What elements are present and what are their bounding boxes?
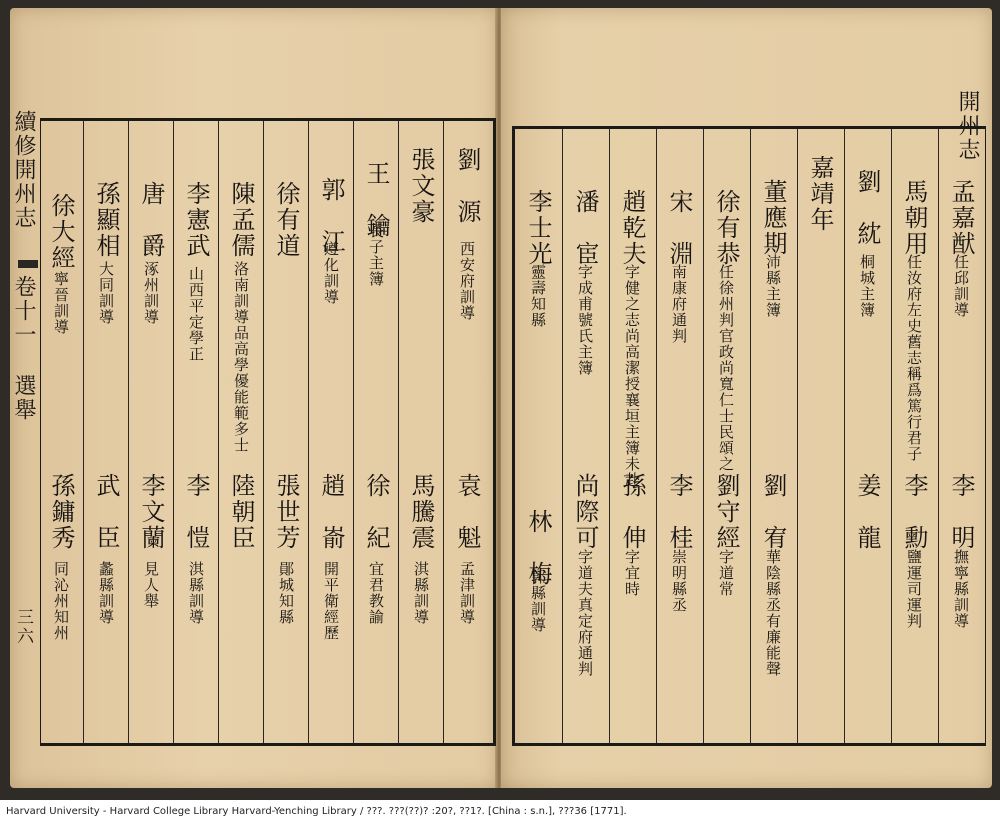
entry-note: 開平衛經歷: [322, 561, 340, 641]
entry-name: 徐有道: [272, 181, 300, 259]
entry-name: 潘 宦: [571, 189, 599, 267]
entry-note: 任邱訓導: [952, 254, 970, 318]
entry-name: 孫顯相: [92, 181, 120, 259]
entry-name: 李 愷: [182, 473, 210, 551]
entry-note: 宜君教諭: [367, 561, 385, 625]
entry-note: 沛縣主簿: [764, 254, 782, 318]
entry-note: 鹽運司運判: [905, 549, 923, 629]
entry-note: 淇縣訓導: [187, 561, 205, 625]
entry-note: 淇縣訓導: [412, 561, 430, 625]
entry-name: 劉 宥: [759, 473, 787, 551]
entry-name: 陳孟儒: [227, 181, 255, 259]
left-banner: [12, 110, 38, 650]
entry-note: 孟津訓導: [458, 561, 476, 625]
source-caption: Harvard University - Harvard College Library Harvard-Yenching Library / ???. ???(??)? :20?, ??1?. [China : s.n.], ???36 [1771].: [6, 806, 627, 817]
entry-name: 孟嘉猷: [947, 179, 975, 257]
entry-note: 撫寧縣訓導: [952, 549, 970, 629]
entry-name: 武 臣: [92, 473, 120, 551]
entry-name: 劉 源: [453, 147, 481, 225]
entry-note: 涿州訓導: [142, 261, 160, 325]
entry-note: 遵化訓導: [322, 241, 340, 305]
entry-name: 林 梅: [524, 509, 552, 587]
entry-note: 華陰縣丞有廉能聲: [764, 549, 782, 677]
left-banner-section: 卷十一 選舉: [11, 275, 36, 422]
entry-note: 字道常: [717, 549, 735, 597]
left-page-number: 三六: [13, 608, 33, 646]
entry-note: 靈壽知縣: [529, 264, 547, 328]
entry-name: 李士光: [524, 189, 552, 267]
entry-note: 蠡縣訓導: [97, 561, 115, 625]
entry-name: 李 勳: [900, 473, 928, 551]
entry-name: 馬朝用: [900, 179, 928, 257]
entry-name: 趙乾夫: [618, 189, 646, 267]
entry-note: 長子主簿: [367, 223, 385, 287]
entry-name: 王 鑰: [362, 161, 390, 239]
right-text-frame: [512, 126, 986, 746]
entry-name: 劉 紞: [853, 169, 881, 247]
entry-name: 唐 爵: [137, 181, 165, 259]
entry-note: 字成甫號氏主簿: [576, 264, 594, 376]
entry-name: 李憲武: [182, 181, 210, 259]
entry-name: 姜 龍: [853, 473, 881, 551]
entry-note: 任汝府左史舊志稱爲篤行君子: [905, 254, 923, 462]
left-text-frame: [40, 118, 496, 746]
entry-note: 任徐州判官政尚寬仁士民頌之: [717, 264, 735, 472]
fishtail-mark: [18, 260, 38, 268]
entry-note: 崇明縣丞: [670, 549, 688, 613]
entry-name: 袁 魁: [453, 473, 481, 551]
entry-name: 張文豪: [407, 147, 435, 225]
entry-name: 劉守經: [712, 473, 740, 551]
entry-note: 山西平定學正: [187, 266, 205, 362]
entry-name: 郭 江: [317, 177, 345, 255]
entry-name: 董應期: [759, 179, 787, 257]
entry-name: 尚際可: [571, 473, 599, 551]
entry-note: 桐城主簿: [858, 254, 876, 318]
entry-note: 南康府通判: [670, 264, 688, 344]
entry-note: 字宜時: [623, 549, 641, 597]
era-heading: 嘉靖年: [806, 155, 834, 233]
entry-name: 徐大經: [47, 193, 75, 271]
entry-name: 馬騰震: [407, 473, 435, 551]
entry-note: 洛南訓導品高學優能範多士: [232, 261, 250, 453]
entry-note: 同沁州知州: [52, 561, 70, 641]
left-banner-title: 續修開州志: [11, 110, 36, 230]
entry-note: 寧晉訓導: [52, 271, 70, 335]
entry-name: 陸朝臣: [227, 473, 255, 551]
entry-name: 徐 紀: [362, 473, 390, 551]
entry-note: 字健之志尚高潔授襄垣主簿未赴: [623, 264, 641, 488]
entry-name: 李 桂: [665, 473, 693, 551]
entry-note: 郭縣訓導: [529, 569, 547, 633]
entry-note: 見人舉: [142, 561, 160, 609]
entry-note: 西安府訓導: [458, 241, 476, 321]
entry-name: 李文蘭: [137, 473, 165, 551]
entry-name: 張世芳: [272, 473, 300, 551]
entry-note: 字道夫真定府通判: [576, 549, 594, 677]
entry-note: 鄖城知縣: [277, 561, 295, 625]
entry-name: 宋 淵: [665, 189, 693, 267]
entry-note: 大同訓導: [97, 261, 115, 325]
entry-name: 趙 嵛: [317, 473, 345, 551]
entry-name: 孫 伸: [618, 473, 646, 551]
entry-name: 李 明: [947, 473, 975, 551]
entry-name: 孫鏞秀: [47, 473, 75, 551]
entry-name: 徐有恭: [712, 189, 740, 267]
